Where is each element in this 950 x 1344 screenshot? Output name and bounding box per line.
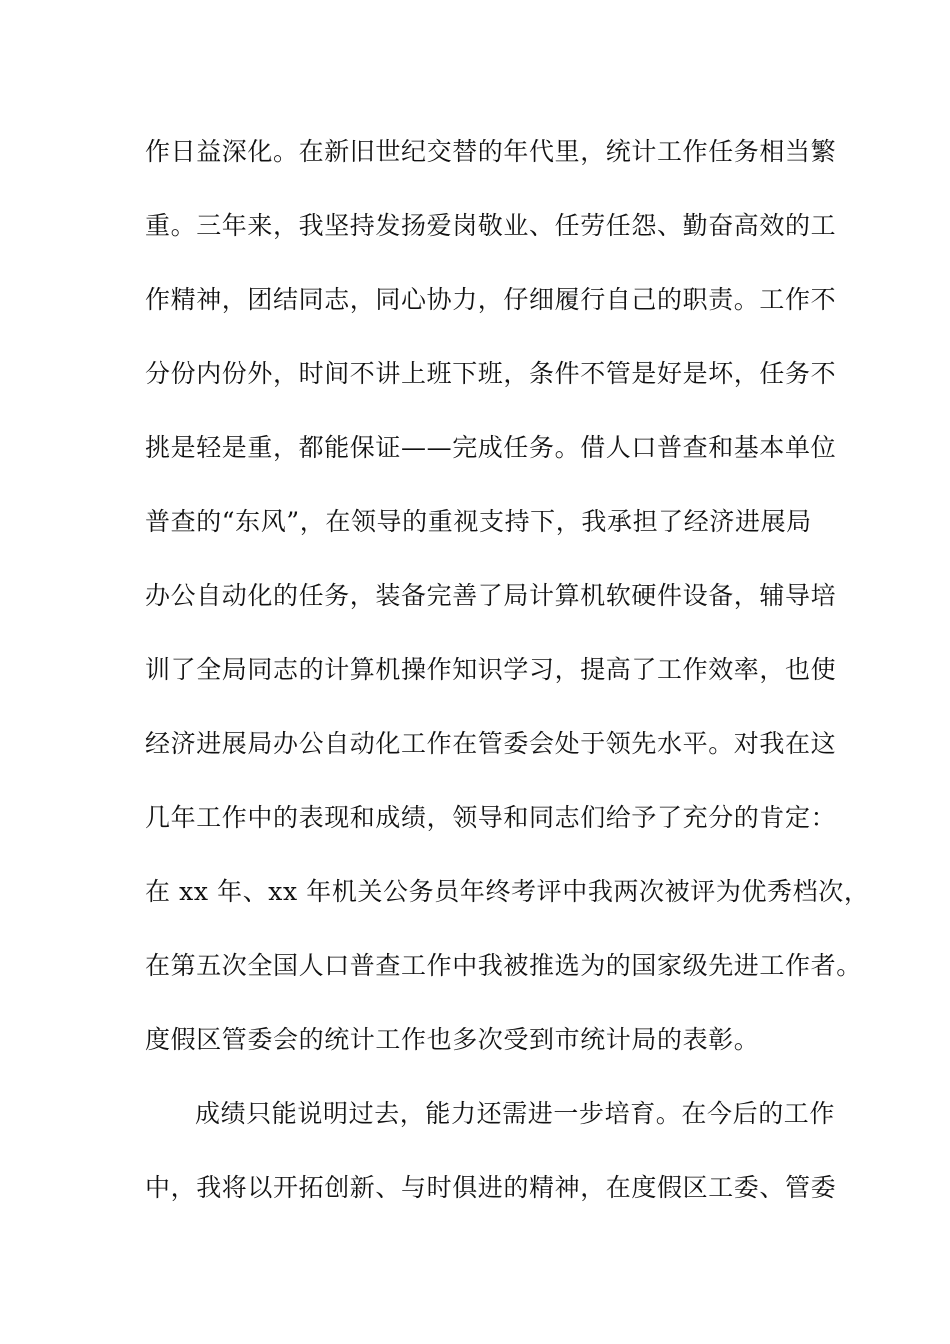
text-line: 经济进展局办公自动化工作在管委会处于领先水平。对我在这: [145, 729, 837, 758]
text-line: 挑是轻是重，都能保证——完成任务。借人口普查和基本单位: [145, 433, 837, 462]
paragraph-2: [145, 1084, 835, 1232]
text-line: 办公自动化的任务，装备完善了局计算机软硬件设备，辅导培: [145, 581, 837, 610]
document-body: [145, 122, 870, 1232]
text-line: 在第五次全国人口普查工作中我被推选为的国家级先进工作者。: [145, 951, 862, 980]
paragraph-1: [145, 122, 870, 1084]
text-line: 普查的“东风”，在领导的重视支持下，我承担了经济进展局: [145, 507, 812, 536]
text-line: 中，我将以开拓创新、与时俱进的精神，在度假区工委、管委: [145, 1173, 837, 1202]
text-line: 训了全局同志的计算机操作知识学习，提高了工作效率，也使: [145, 655, 837, 684]
text-line: 作精神，团结同志，同心协力，仔细履行自己的职责。工作不: [145, 285, 837, 314]
text-line: 度假区管委会的统计工作也多次受到市统计局的表彰。: [145, 1025, 760, 1054]
text-line: 几年工作中的表现和成绩，领导和同志们给予了充分的肯定：: [145, 803, 837, 832]
text-line: 在 xx 年、xx 年机关公务员年终考评中我两次被评为优秀档次，: [145, 877, 870, 906]
text-line: 重。三年来，我坚持发扬爱岗敬业、任劳任怨、勤奋高效的工: [145, 211, 837, 240]
text-line: 成绩只能说明过去，能力还需进一步培育。在今后的工作: [195, 1099, 836, 1128]
text-line: 分份内份外，时间不讲上班下班，条件不管是好是坏，任务不: [145, 359, 837, 388]
text-line: 作日益深化。在新旧世纪交替的年代里，统计工作任务相当繁: [145, 137, 837, 166]
